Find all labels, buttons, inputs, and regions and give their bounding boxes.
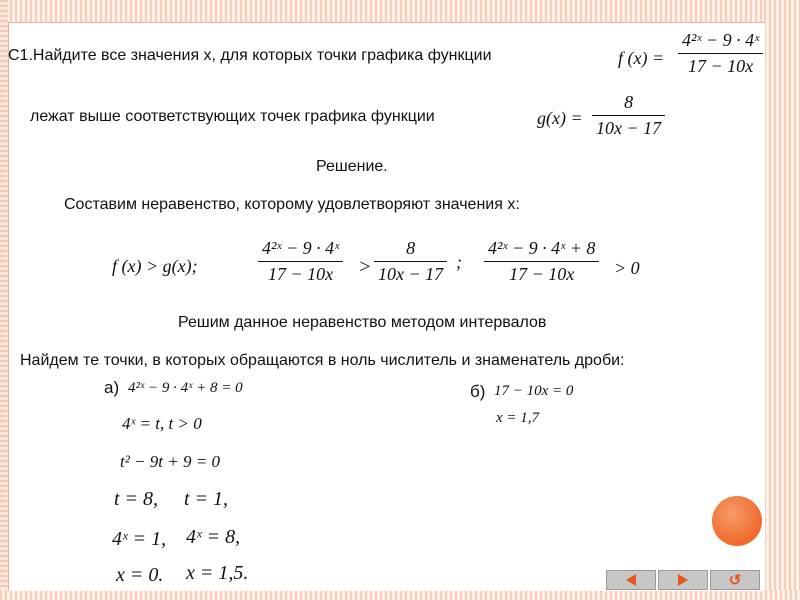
exp-eq-1: 4ˣ = 1, [112,528,167,550]
next-slide-button[interactable] [658,570,708,590]
return-icon: ↺ [728,571,742,589]
prev-slide-button[interactable] [606,570,656,590]
problem-line-1: С1.Найдите все значения x, для которых точки графика функции [8,47,492,64]
slide-frame-left [0,0,8,600]
solution-x2: x = 1,5. [186,562,249,584]
g-numerator: 8 [592,92,665,116]
substitution: 4ˣ = t, t > 0 [122,414,202,433]
g-denominator: 10x − 17 [596,118,662,138]
slide-frame-top [0,0,800,22]
greater-than-zero: > 0 [614,258,640,278]
slide-frame-bottom [0,590,800,600]
prev-icon [626,574,636,586]
next-icon [678,574,688,586]
f-numerator: 4²ˣ − 9 · 4ˣ [678,30,763,54]
problem-line-2: лежат выше соответствующих точек графика функции [30,108,435,125]
f-lhs: f (x) = [618,48,665,68]
semicolon: ; [456,252,462,272]
inequality-fraction-1 [258,238,343,285]
fraction-1-numerator: 4²ˣ − 9 · 4ˣ [258,238,343,262]
part-b-solution: x = 1,7 [496,410,540,426]
fraction-1-denominator: 17 − 10x [268,264,334,284]
part-b-label: б) [470,382,486,401]
greater-sign: > [358,256,372,278]
fraction-2-denominator: 10x − 17 [378,264,444,284]
return-button[interactable] [710,570,760,590]
orange-circle-decoration [712,496,762,546]
g-fraction [592,92,665,139]
compose-inequality-text: Составим неравенство, которому удовлетворяют значения x: [64,196,520,213]
quadratic-equation: t² − 9t + 9 = 0 [120,452,220,471]
part-a-equation: 4²ˣ − 9 · 4ˣ + 8 = 0 [128,380,243,396]
fraction-3-denominator: 17 − 10x [509,264,575,284]
f-fraction [678,30,763,77]
fraction-3-numerator: 4²ˣ − 9 · 4ˣ + 8 [484,238,599,262]
g-lhs: g(x) = [537,108,583,128]
root-t2: t = 1, [184,488,229,510]
exp-eq-2: 4ˣ = 8, [186,526,241,548]
root-t1: t = 8, [114,488,159,510]
inequality-lhs: f (x) > g(x); [112,256,198,276]
solution-heading: Решение. [316,158,388,175]
fraction-2-numerator: 8 [374,238,447,262]
part-a-label: а) [104,378,120,397]
f-denominator: 17 − 10x [688,56,754,76]
interval-method-text: Решим данное неравенство методом интервалов [178,314,547,331]
part-b-equation: 17 − 10x = 0 [494,383,574,399]
slide-frame-right [764,0,800,600]
find-zeros-text: Найдем те точки, в которых обращаются в ноль числитель и знаменатель дроби: [20,352,625,369]
inequality-fraction-3 [484,238,599,285]
slide-navigation [606,570,760,590]
inequality-fraction-2 [374,238,447,285]
solution-x1: x = 0. [116,564,164,586]
